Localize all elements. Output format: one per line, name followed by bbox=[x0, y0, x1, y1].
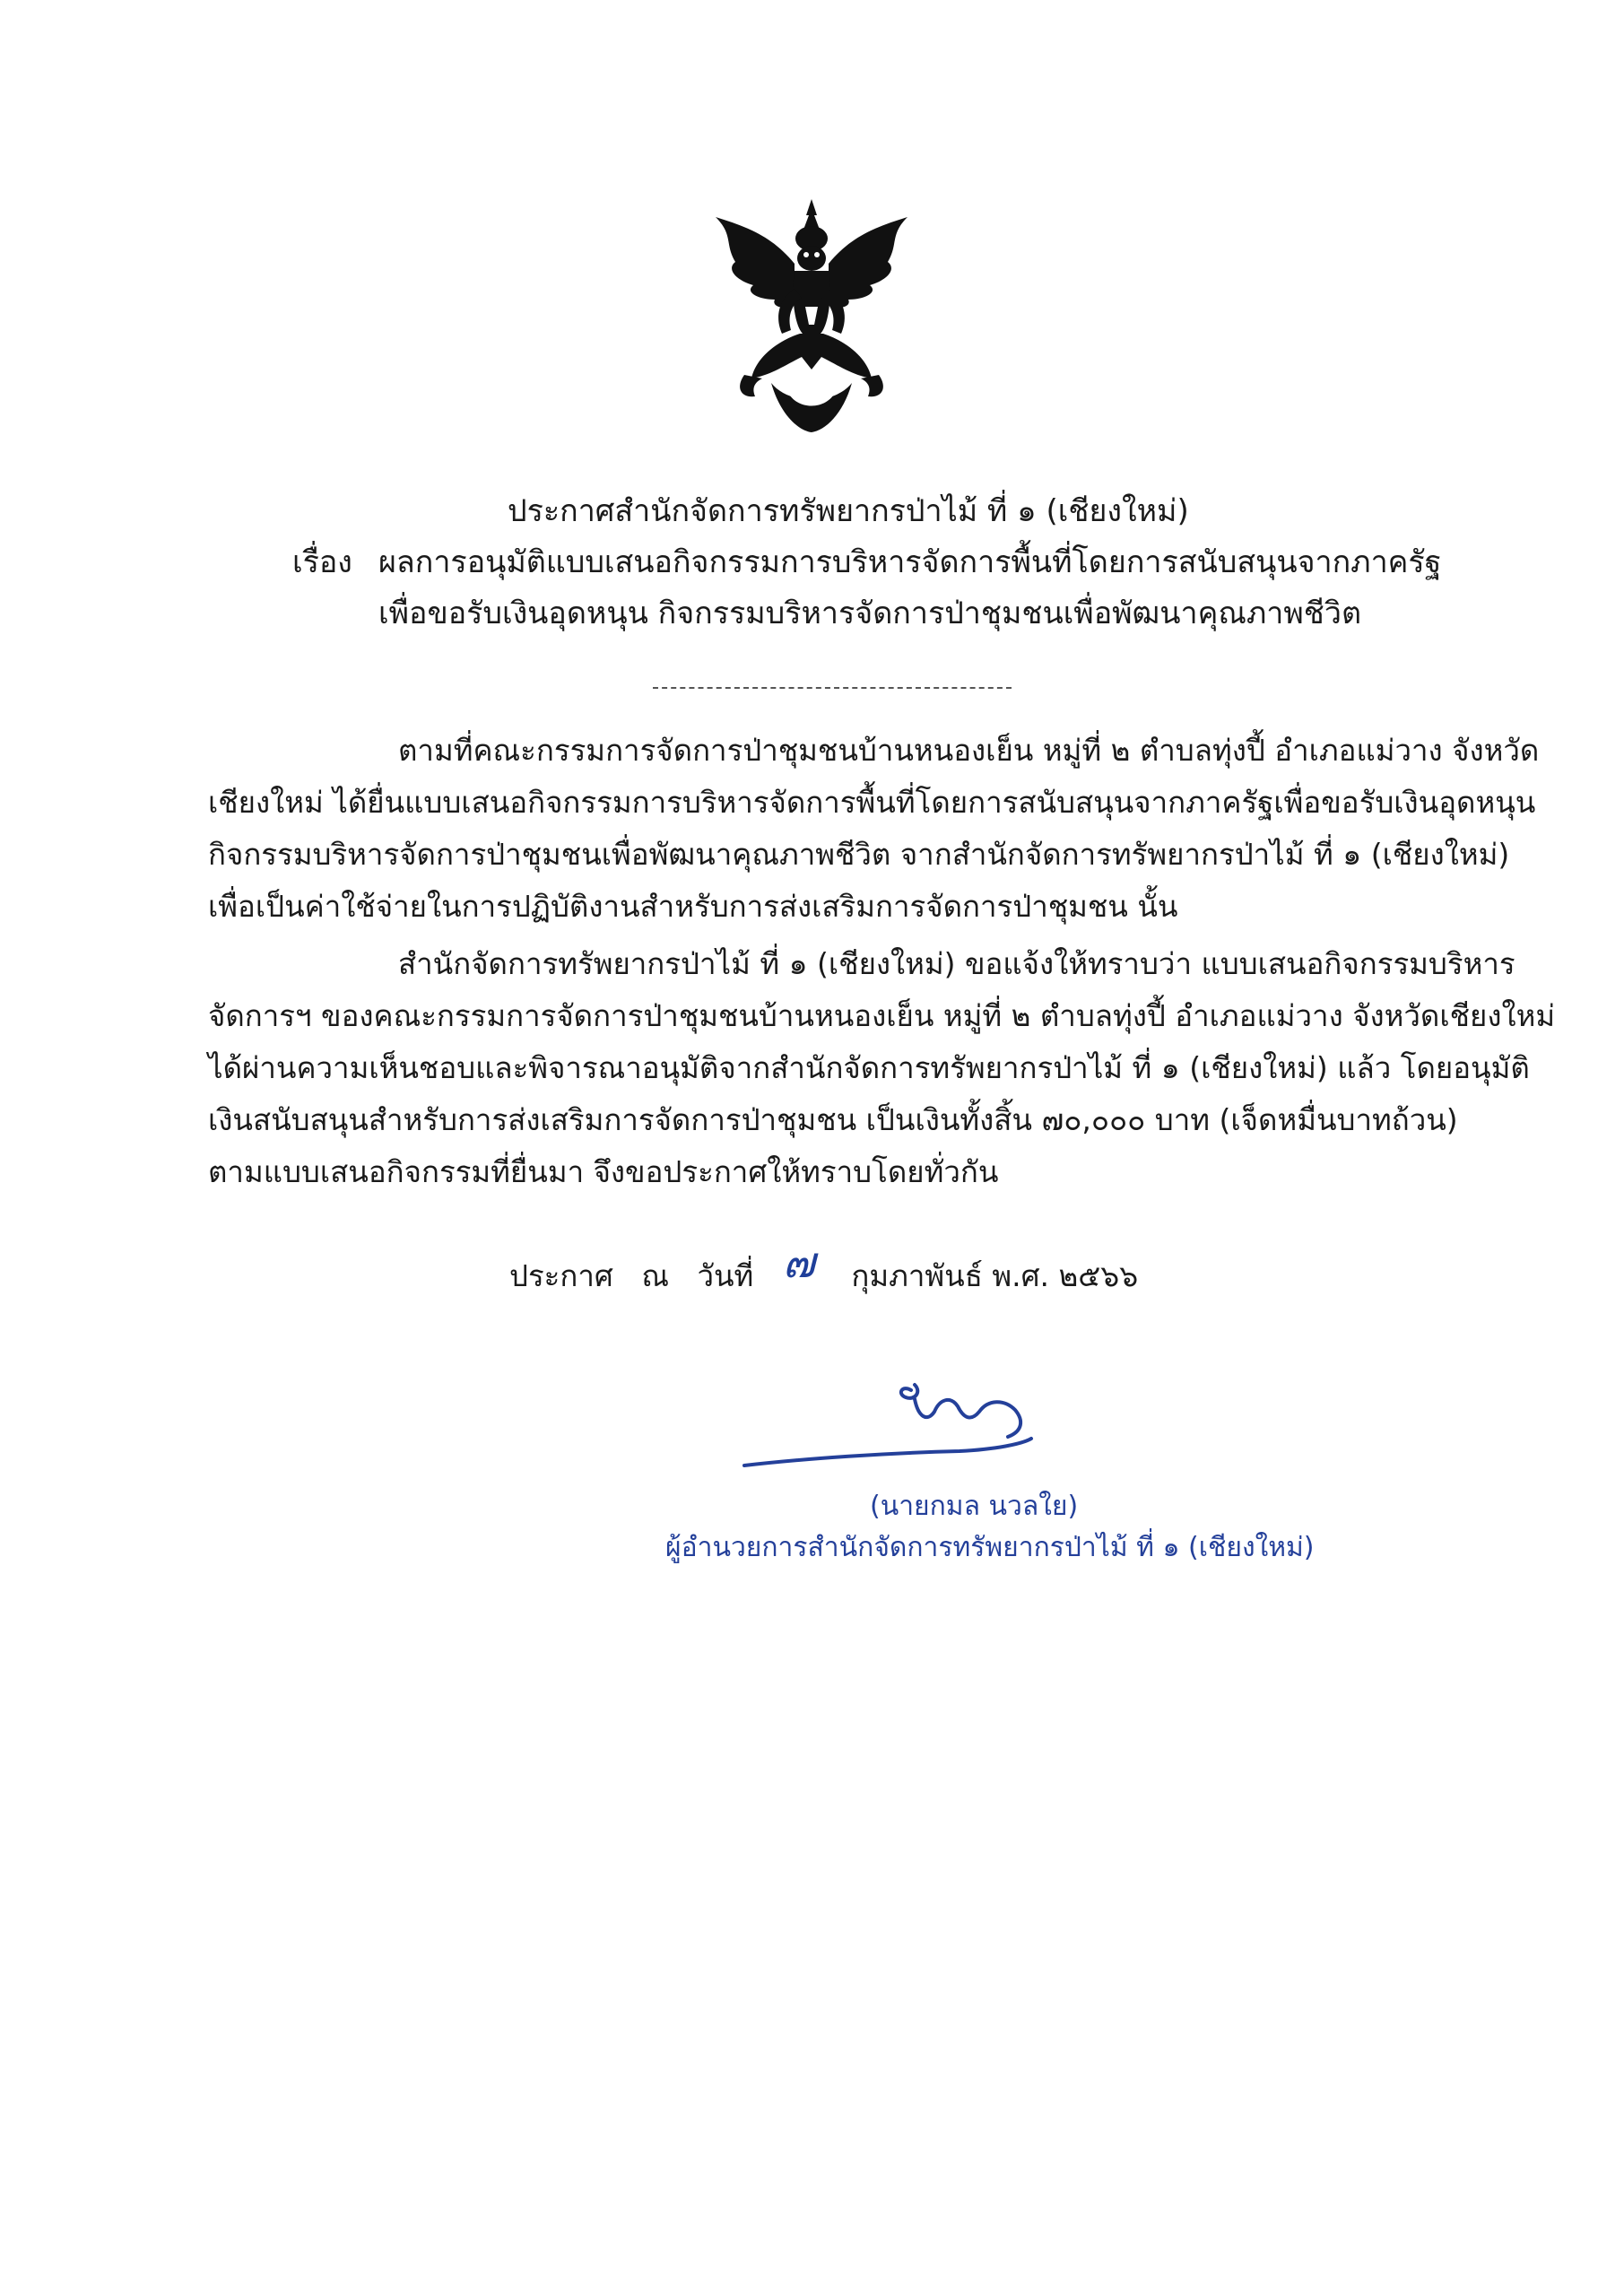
garuda-emblem-icon bbox=[708, 199, 915, 432]
date-day-handwritten: ๗ bbox=[782, 1238, 815, 1288]
announcement-title: ประกาศสำนักจัดการทรัพยากรป่าไม้ ที่ ๑ (เชียงใหม่) bbox=[508, 493, 1189, 529]
paragraph-1-line: กิจกรรมบริหารจัดการป่าชุมชนเพื่อพัฒนาคุณภาพชีวิต จากสำนักจัดการทรัพยากรป่าไม้ ที่ ๑ (เชียงใหม่) bbox=[208, 837, 1510, 872]
paragraph-1-line: ตามที่คณะกรรมการจัดการป่าชุมชนบ้านหนองเย็น หมู่ที่ ๒ ตำบลทุ่งปี้ อำเภอแม่วาง จังหวัด bbox=[398, 733, 1540, 768]
subject-label: เรื่อง bbox=[292, 544, 352, 580]
paragraph-2 bbox=[208, 938, 1556, 1198]
date-day-label: วันที่ bbox=[697, 1258, 754, 1293]
signatory-name: (นายกมล นวลใย) bbox=[870, 1491, 1079, 1522]
subject-line-2: เพื่อขอรับเงินอุดหนุน กิจกรรมบริหารจัดการป่าชุมชนเพื่อพัฒนาคุณภาพชีวิต bbox=[378, 596, 1362, 631]
date-at: ณ bbox=[641, 1258, 669, 1293]
subject-line-1: ผลการอนุมัติแบบเสนอกิจกรรมการบริหารจัดการพื้นที่โดยการสนับสนุนจากภาครัฐ bbox=[378, 544, 1442, 580]
signatory-position: ผู้อำนวยการสำนักจัดการทรัพยากรป่าไม้ ที่ ๑ (เชียงใหม่) bbox=[665, 1532, 1315, 1563]
date-month-year: กุมภาพันธ์ พ.ศ. ๒๕๖๖ bbox=[851, 1258, 1139, 1293]
paragraph-2-line: ตามแบบเสนอกิจกรรมที่ยื่นมา จึงขอประกาศให้ทราบโดยทั่วกัน bbox=[208, 1154, 999, 1189]
paragraph-2-line: เงินสนับสนุนสำหรับการส่งเสริมการจัดการป่าชุมชน เป็นเงินทั้งสิ้น ๗๐,๐๐๐ บาท (เจ็ดหมื่นบาทถ้วน) bbox=[208, 1102, 1458, 1137]
date-prefix: ประกาศ bbox=[509, 1258, 613, 1293]
paragraph-1 bbox=[208, 725, 1540, 933]
paragraph-2-line: ได้ผ่านความเห็นชอบและพิจารณาอนุมัติจากสำนักจัดการทรัพยากรป่าไม้ ที่ ๑ (เชียงใหม่) แล้ว โดยอนุมัติ bbox=[208, 1050, 1530, 1085]
announcement-date bbox=[509, 1238, 1138, 1306]
paragraph-2-line: สำนักจัดการทรัพยากรป่าไม้ ที่ ๑ (เชียงใหม่) ขอแจ้งให้ทราบว่า แบบเสนอกิจกรรมบริหาร bbox=[398, 946, 1515, 981]
paragraph-1-line: เพื่อเป็นค่าใช้จ่ายในการปฏิบัติงานสำหรับการส่งเสริมการจัดการป่าชุมชน นั้น bbox=[208, 889, 1178, 924]
heading-divider bbox=[653, 687, 1012, 689]
paragraph-1-line: เชียงใหม่ ได้ยื่นแบบเสนอกิจกรรมการบริหารจัดการพื้นที่โดยการสนับสนุนจากภาครัฐเพื่อขอรับเงินอุดหนุน bbox=[208, 785, 1536, 820]
handwritten-signature-icon bbox=[735, 1372, 1076, 1480]
paragraph-2-line: จัดการฯ ของคณะกรรมการจัดการป่าชุมชนบ้านหนองเย็น หมู่ที่ ๒ ตำบลทุ่งปี้ อำเภอแม่วาง จังหวัดเชียงใหม่ bbox=[208, 998, 1556, 1033]
